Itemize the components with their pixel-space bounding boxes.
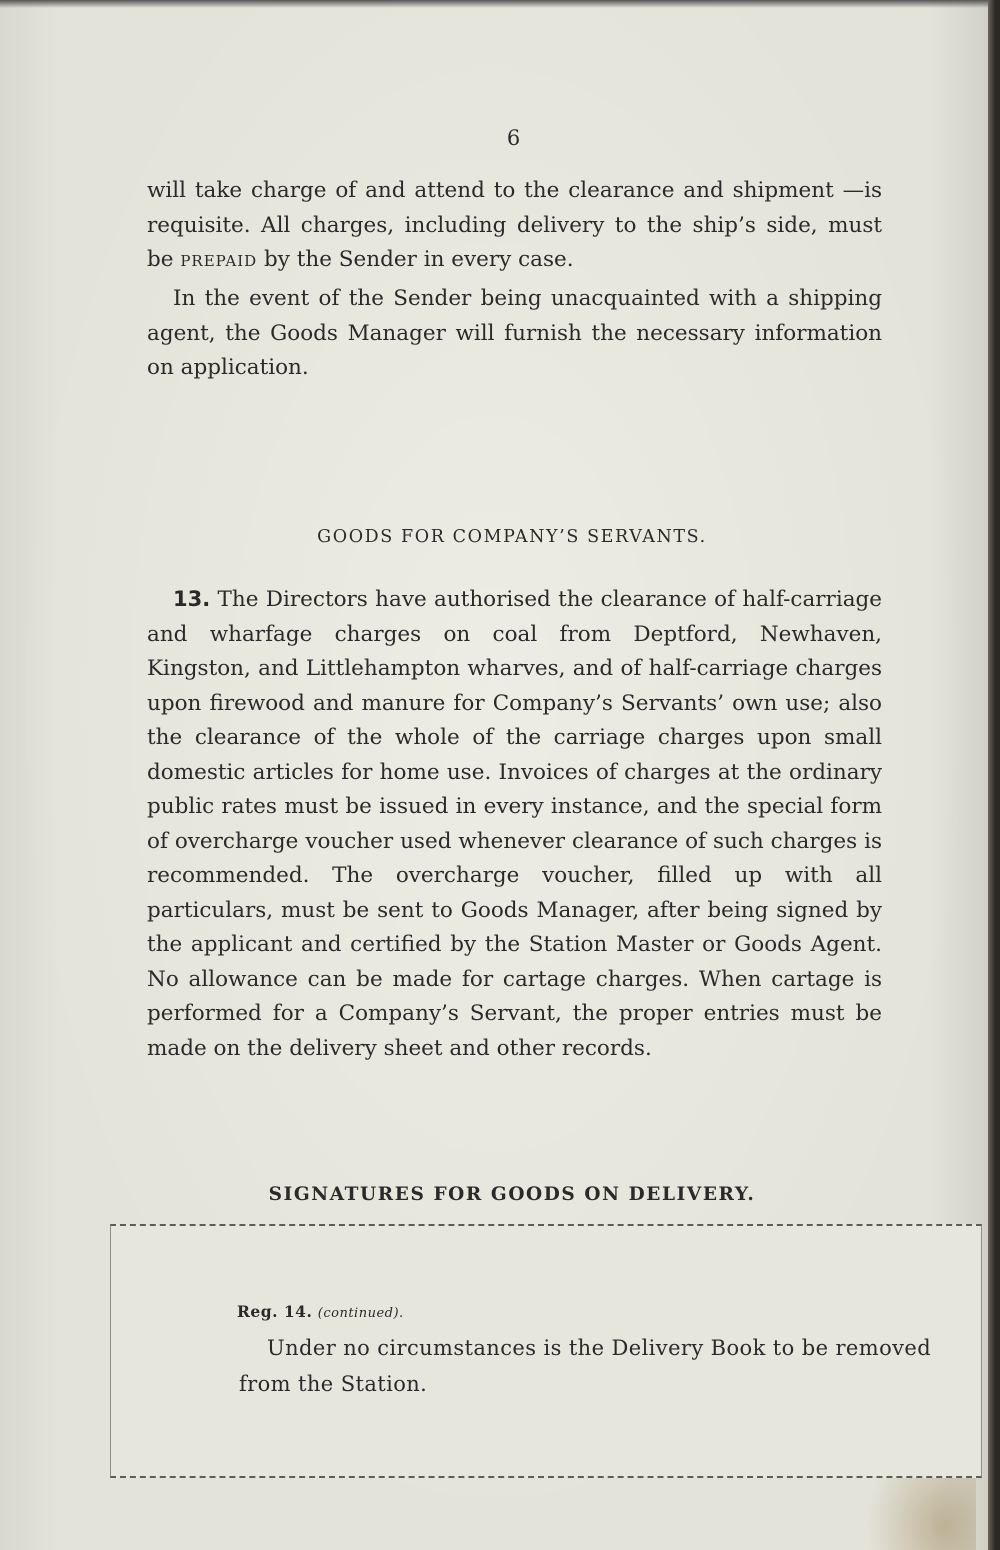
continuation-text-after: by the Sender in every case. (257, 247, 574, 272)
book-edge (988, 0, 1000, 1550)
continuation-paragraph (147, 174, 882, 278)
regulation-13-paragraph (147, 582, 882, 1066)
page-top-shadow (0, 0, 988, 8)
pasted-amendment-slip (110, 1224, 982, 1478)
slip-text: Under no circumstances is the Delivery Book to be removed from the Station. (239, 1336, 932, 1396)
section-heading-signatures: SIGNATURES FOR GOODS ON DELIVERY. (268, 1184, 756, 1205)
regulation-number: 13. (173, 587, 211, 611)
continuation-text-before: will take charge of and attend to the clearance and shipment —is requisite. All charges, including delivery to the ship’s side, must be (147, 178, 882, 272)
shipping-agent-paragraph: In the event of the Sender being unacquainted with a shipping agent, the Goods Manager will furnish the necessary information on application. (147, 286, 882, 380)
prepaid-emphasis: prepaid (180, 247, 258, 272)
slip-reg-label (237, 1302, 404, 1321)
slip-continued: (continued). (317, 1306, 404, 1321)
slip-reg-number: Reg. 14. (237, 1302, 313, 1321)
page-number: 6 (506, 126, 522, 150)
section-heading-servants: GOODS FOR COMPANY’S SERVANTS. (317, 527, 707, 547)
regulation-13-text: The Directors have authorised the clearance of half-carriage and wharfage charges on coal from Deptford, Newhaven, Kingston, and Littlehampton wharves, and of half-carriage charges upon firewood and manure for Company’s Servants’ own use; also the clearance of the whole of the carriage charges upon small domestic articles for home use. Invoices of charges at the ordinary public rates must be issued in every instance, and the special form of overcharge voucher used whenever clearance of such charges is recommended. The overcharge voucher, filled up with all particulars, must be sent to Goods Manager, after being signed by the applicant and certified by the Station Master or Goods Agent. No allowance can be made for cartage charges. When cartage is performed for a Company’s Servant, the proper entries must be made on the delivery sheet and other records. (147, 587, 882, 1061)
